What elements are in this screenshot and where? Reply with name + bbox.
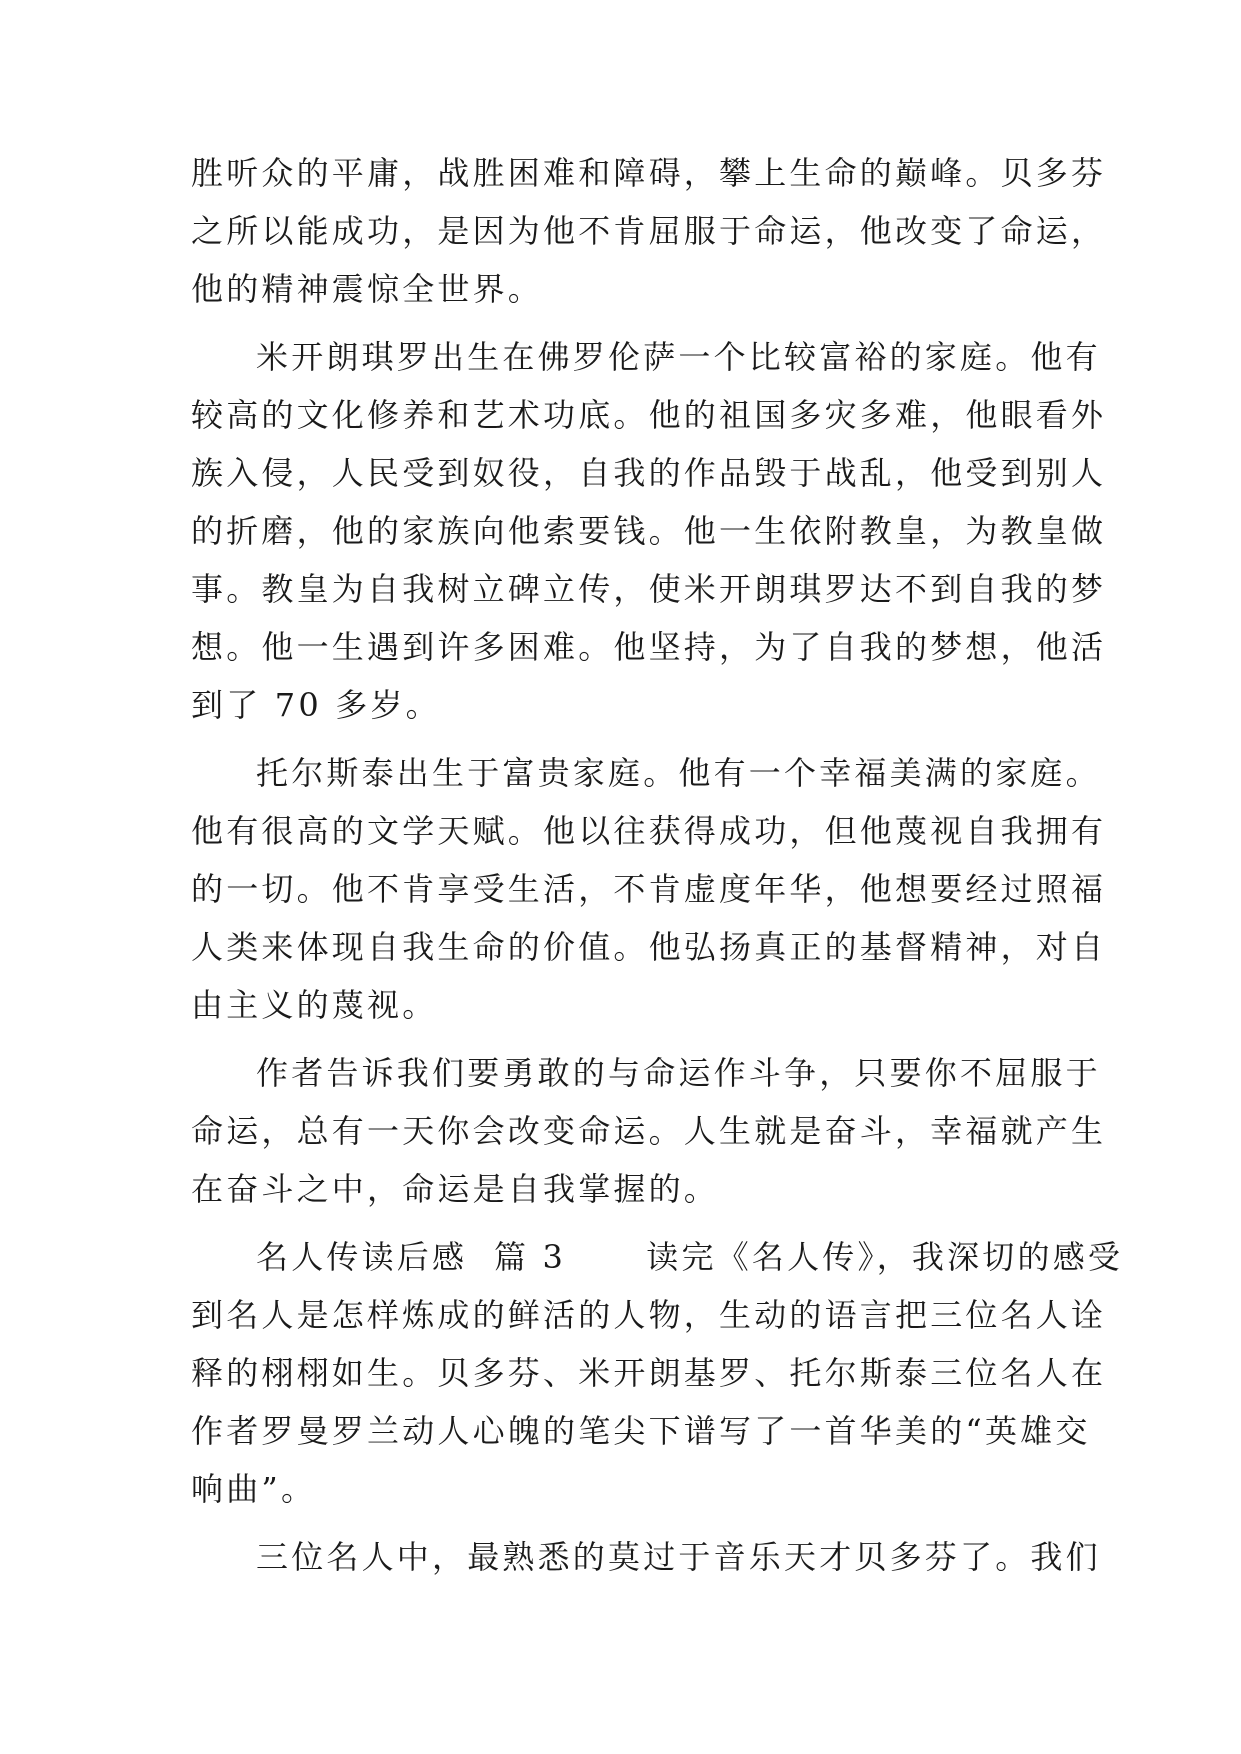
text-line: 事。教皇为自我树立碑立传，使米开朗琪罗达不到自我的梦 (191, 570, 1107, 608)
text-line: 释的栩栩如生。贝多芬、米开朗基罗、托尔斯泰三位名人在 (191, 1354, 1107, 1392)
text-line: 到了 70 多岁。 (191, 686, 441, 724)
paragraph-start: 托尔斯泰出生于富贵家庭。他有一个幸福美满的家庭。 (256, 754, 1101, 792)
text-line: 到名人是怎样炼成的鲜活的人物，生动的语言把三位名人诠 (191, 1296, 1107, 1334)
text-line: 胜听众的平庸，战胜困难和障碍，攀上生命的巅峰。贝多芬 (191, 154, 1107, 192)
paragraph-start: 米开朗琪罗出生在佛罗伦萨一个比较富裕的家庭。他有 (256, 338, 1101, 376)
text-line: 族入侵，人民受到奴役，自我的作品毁于战乱，他受到别人 (191, 454, 1107, 492)
text-line: 之所以能成功，是因为他不肯屈服于命运，他改变了命运， (191, 212, 1107, 250)
text-line: 由主义的蔑视。 (191, 986, 438, 1024)
text-line: 在奋斗之中，命运是自我掌握的。 (191, 1170, 720, 1208)
text-line: 他的精神震惊全世界。 (191, 270, 544, 308)
section-heading-line: 名人传读后感 篇 3 读完《名人传》，我深切的感受 (256, 1238, 1124, 1276)
text-line: 较高的文化修养和艺术功底。他的祖国多灾多难，他眼看外 (191, 396, 1107, 434)
text-line: 的一切。他不肯享受生活，不肯虚度年华，他想要经过照福 (191, 870, 1107, 908)
text-line: 响曲”。 (191, 1470, 317, 1508)
text-line: 他有很高的文学天赋。他以往获得成功，但他蔑视自我拥有 (191, 812, 1107, 850)
text-line: 人类来体现自我生命的价值。他弘扬真正的基督精神，对自 (191, 928, 1107, 966)
text-line: 命运，总有一天你会改变命运。人生就是奋斗，幸福就产生 (191, 1112, 1107, 1150)
paragraph-start: 作者告诉我们要勇敢的与命运作斗争，只要你不屈服于 (256, 1054, 1101, 1092)
text-line: 的折磨，他的家族向他索要钱。他一生依附教皇，为教皇做 (191, 512, 1107, 550)
text-line: 作者罗曼罗兰动人心魄的笔尖下谱写了一首华美的“英雄交 (191, 1412, 1091, 1450)
text-line: 想。他一生遇到许多困难。他坚持，为了自我的梦想，他活 (191, 628, 1107, 666)
paragraph-start: 三位名人中，最熟悉的莫过于音乐天才贝多芬了。我们 (256, 1538, 1101, 1576)
